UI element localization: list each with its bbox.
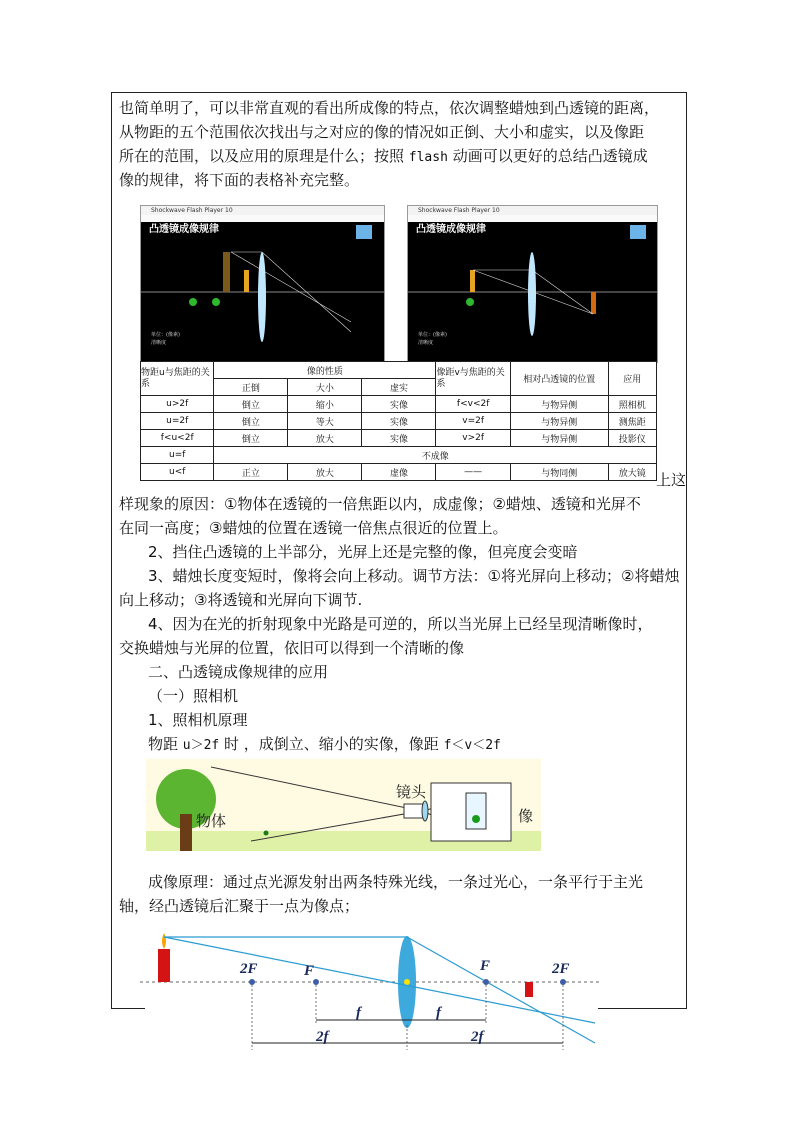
window-titlebar: Shockwave Flash Player 10 (141, 206, 384, 215)
table-row: u=f 不成像 (141, 447, 657, 464)
candle-image (223, 252, 230, 292)
flash-screenshot-right (407, 205, 658, 363)
body-line-11: 物距 u＞2f 时 ，成倒立、缩小的实像，像距 f＜v＜2f (148, 735, 501, 753)
sub-label: 清晰度 (151, 340, 167, 346)
imaging-rules-table (140, 361, 657, 481)
label-f-right: f (436, 1005, 441, 1021)
intro-line-2: 从物距的五个范围依次找出与之对应的像的情况如正倒、大小和虚实，以及像距 (119, 123, 645, 141)
control-knob-icon (466, 298, 474, 306)
table-row: u>2f 倒立 缩小 实像 f<v<2f 与物异侧 照相机 (141, 396, 657, 413)
computer-icon (356, 225, 372, 239)
table-row: f<u<2f 倒立 放大 实像 v>2f 与物异侧 投影仪 (141, 430, 657, 447)
header-size: 大小 (288, 379, 362, 396)
body-line-12: 成像原理：通过点光源发射出两条特殊光线，一条过光心，一条平行于主光 (148, 873, 644, 891)
lens-simulation-right (408, 222, 657, 362)
header-real-virtual: 虚实 (362, 379, 436, 396)
intro-line-4: 像的规律，将下面的表格补充完整。 (119, 171, 360, 189)
item-heading: 1、照相机原理 (148, 711, 248, 729)
window-titlebar: Shockwave Flash Player 10 (408, 206, 657, 215)
label-2F-right: 2F (552, 961, 570, 977)
unit-label: 单位：(像素) (151, 332, 180, 338)
header-position: 相对凸透镜的位置 (510, 362, 608, 396)
candle (244, 270, 249, 292)
body-line-2: 在同一高度；③蜡烛的位置在透镜一倍焦点很近的位置上。 (119, 519, 508, 537)
body-line-6: 4、因为在光的折射现象中光路是可逆的，所以当光屏上已经呈现清晰像时， (148, 615, 653, 633)
lens-icon (422, 801, 428, 821)
lens-label: 镜头 (396, 784, 427, 801)
lens-simulation-left (141, 222, 384, 362)
computer-icon (630, 225, 646, 239)
header-image-distance: 像距v与焦距的关系 (436, 362, 510, 396)
control-knob-icon (212, 298, 220, 306)
table-row: u=2f 倒立 等大 实像 v=2f 与物异侧 测焦距 (141, 413, 657, 430)
object-label: 物体 (196, 813, 227, 830)
label-2F-left: 2F (240, 961, 258, 977)
body-line-1: 样现象的原因：①物体在透镜的一倍焦距以内，成虚像；②蜡烛、透镜和光屏不 (119, 495, 641, 513)
table-row: u<f 正立 放大 虚像 —— 与物同侧 放大镜 (141, 464, 657, 481)
sub-label: 清晰度 (418, 340, 434, 346)
screenshot-title: 凸透镜成像规律 (149, 224, 219, 235)
body-line-7: 交换蜡烛与光屏的位置，依旧可以得到一个清晰的像 (119, 639, 465, 657)
body-line-13: 轴，经凸透镜后汇聚于一点为像点； (119, 897, 360, 915)
lens-icon (258, 252, 266, 342)
label-f-left: f (356, 1005, 361, 1021)
header-orientation: 正倒 (214, 379, 288, 396)
section-heading: 二、凸透镜成像规律的应用 (148, 663, 329, 681)
control-knob-icon (189, 298, 197, 306)
image-candle-icon (525, 982, 533, 997)
screenshot-title: 凸透镜成像规律 (416, 224, 486, 235)
subsection-heading: （一）照相机 (148, 687, 239, 705)
label-2f-right: 2f (471, 1029, 484, 1045)
body-line-5: 向上移动；③将透镜和光屏向下调节. (119, 591, 363, 609)
label-F-right: F (480, 958, 491, 974)
label-2f-left: 2f (316, 1029, 329, 1045)
lens-ray-diagram (140, 925, 600, 1053)
intro-line-1: 也简单明了，可以非常直观的看出所成像的特点，依次调整蜡烛到凸透镜的距离， (119, 99, 660, 117)
candle-image (591, 292, 596, 314)
header-image-property: 像的性质 (214, 362, 436, 379)
label-F-left: F (304, 963, 315, 979)
overflow-text: 上这 (656, 471, 687, 489)
frame-bottom-right (598, 1008, 686, 1009)
image-label: 像 (518, 808, 534, 825)
camera-principle-figure (146, 759, 541, 851)
candle-icon (158, 949, 170, 982)
candle (470, 270, 475, 292)
header-object-distance: 物距u与焦距的关系 (141, 362, 214, 396)
body-line-4: 3、蜡烛长度变短时，像将会向上移动。调节方法：①将光屏向上移动；②将蜡烛 (148, 567, 680, 585)
lens-icon (528, 252, 536, 336)
flash-screenshot-left (140, 205, 385, 363)
body-line-3: 2、挡住凸透镜的上半部分，光屏上还是完整的像，但亮度会变暗 (148, 543, 578, 561)
unit-label: 单位：(像素) (418, 332, 447, 338)
header-application: 应用 (608, 362, 656, 396)
intro-line-3: 所在的范围，以及应用的原理是什么；按照 flash 动画可以更好的总结凸透镜成 (119, 147, 648, 165)
